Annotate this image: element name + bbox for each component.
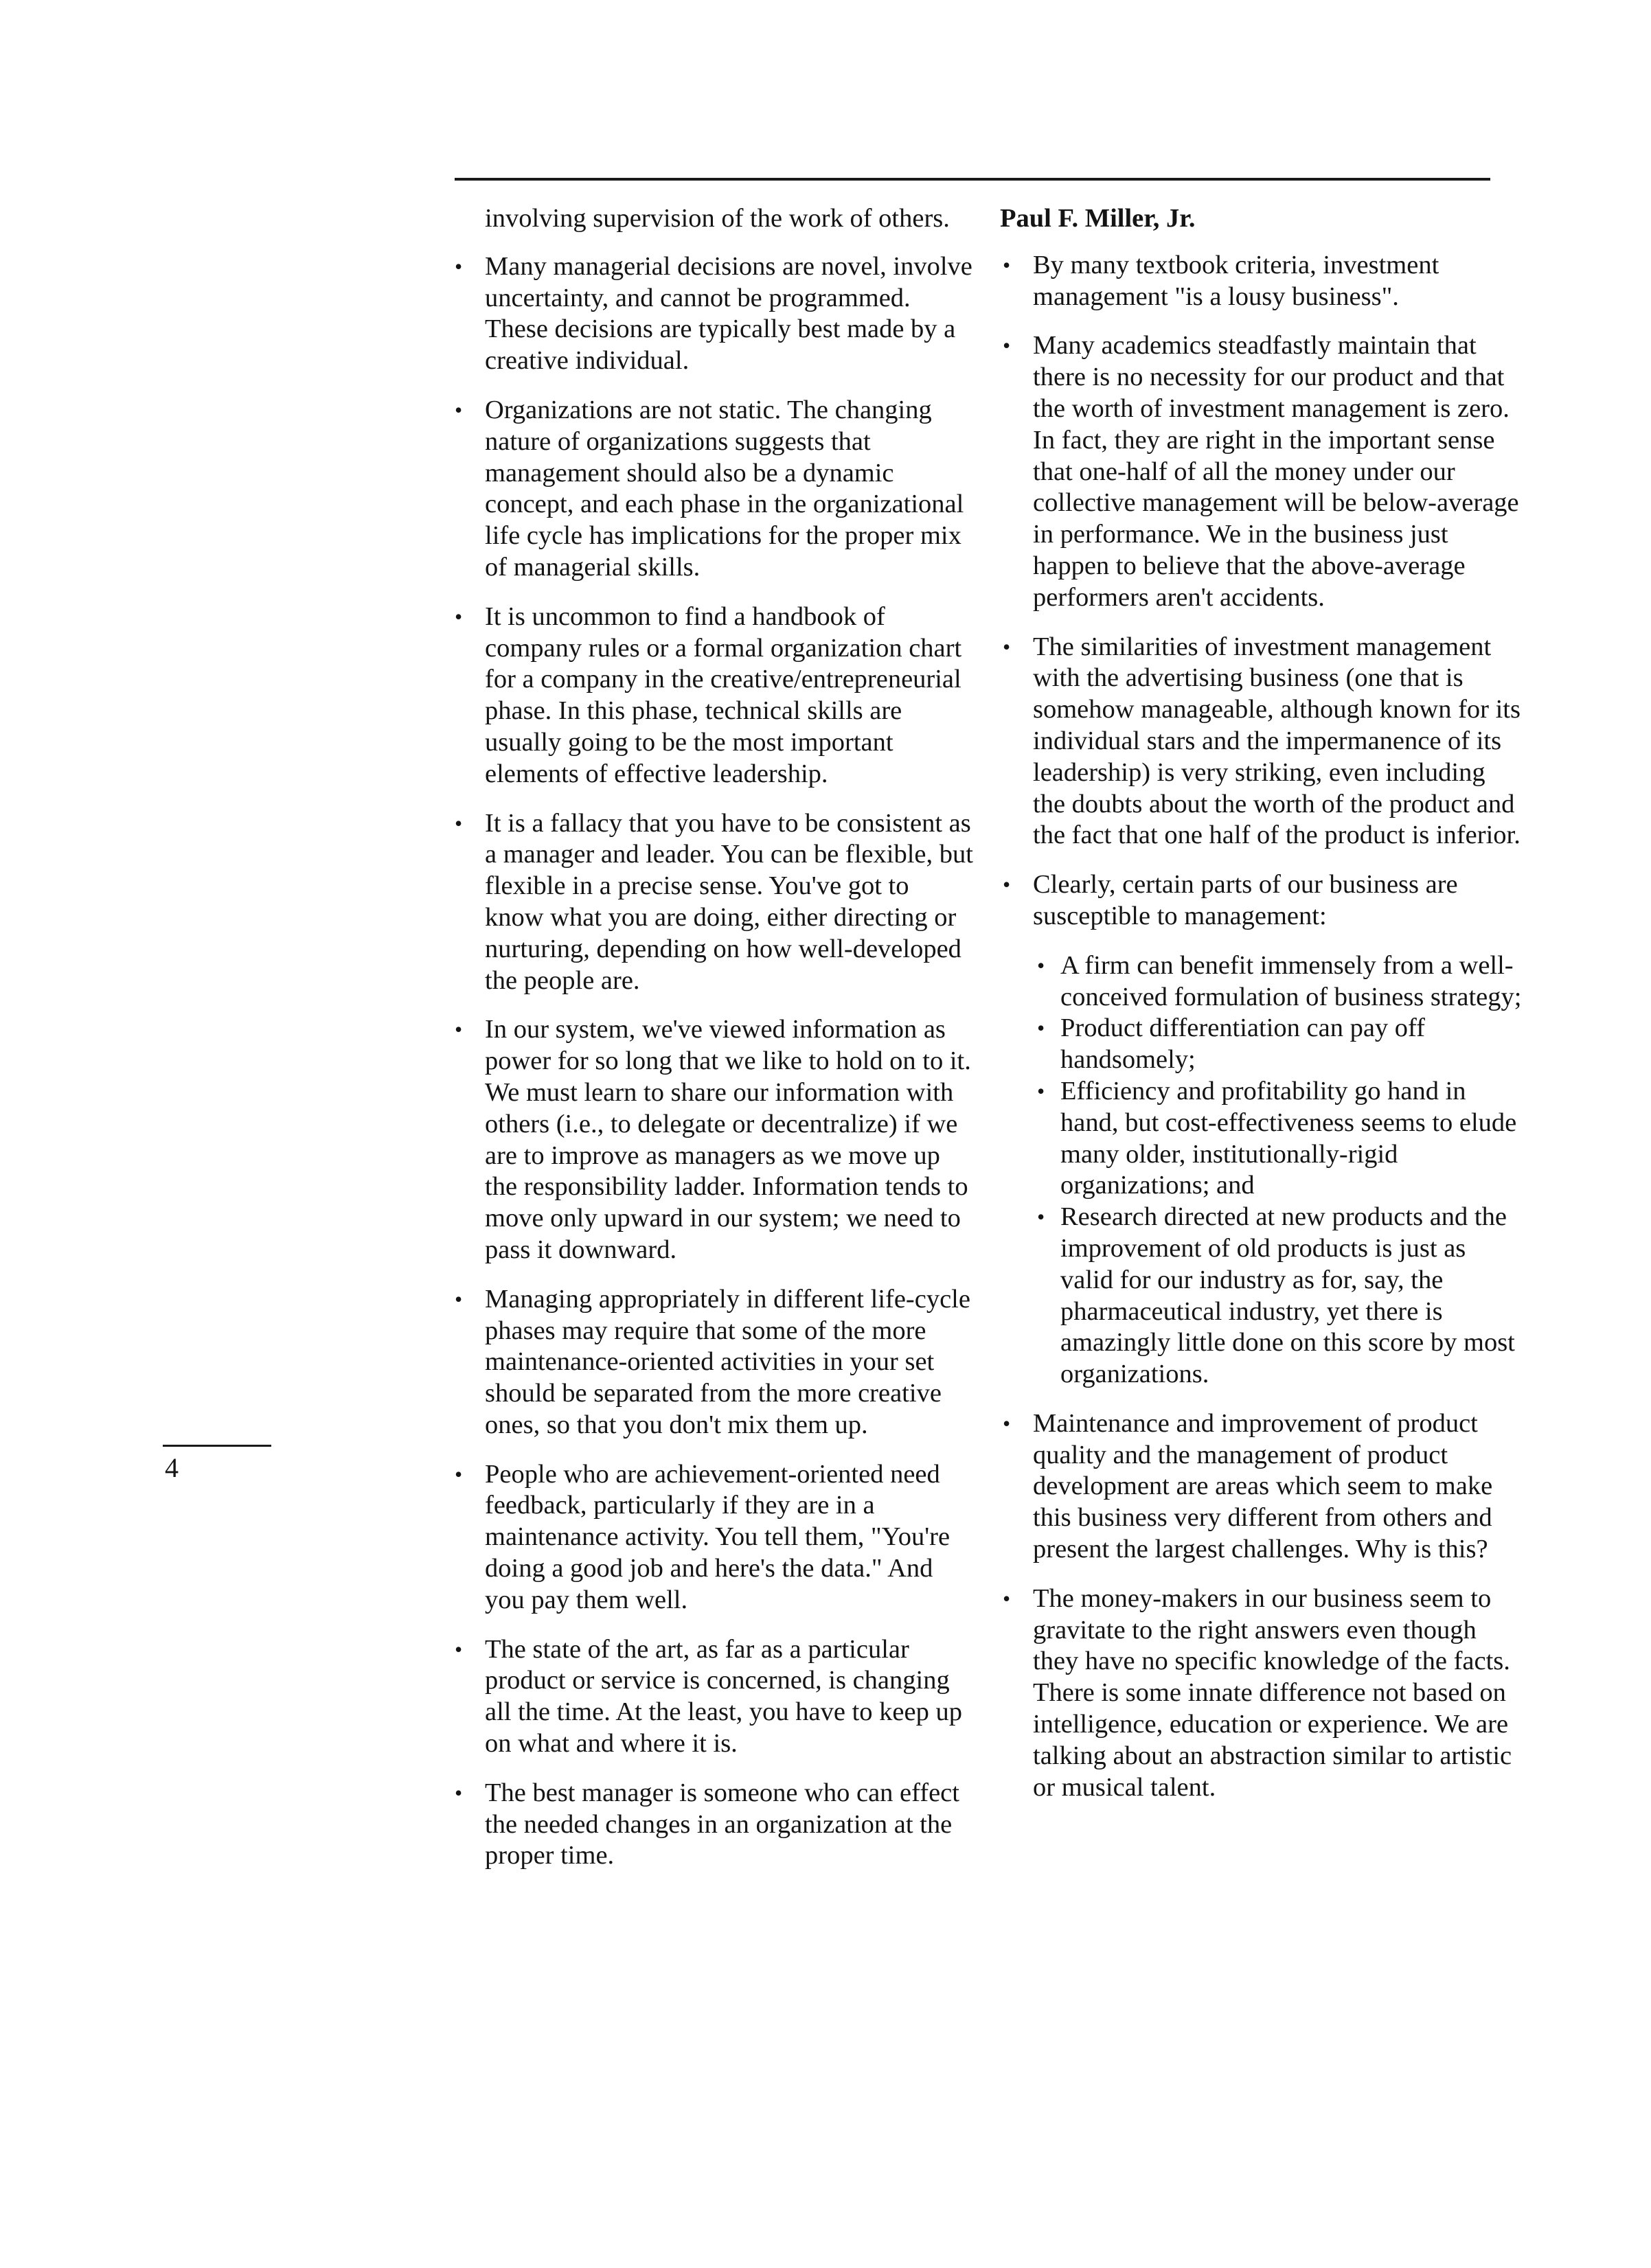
list-item xyxy=(452,1459,974,1616)
list-item xyxy=(1000,1583,1522,1804)
continued-paragraph: involving supervision of the work of others. xyxy=(485,204,950,233)
page-number: 4 xyxy=(165,1452,179,1483)
list-item xyxy=(1000,250,1522,313)
list-item xyxy=(452,1014,974,1265)
bullet-text: • The money-makers in our business seem to gravitate to the right answers even though they have no specific knowledge of the facts. There is some innate difference not based on intelligence, education or experience. We are talking about an abstraction similar to artistic or musical talent. xyxy=(1033,1583,1512,1802)
list-item xyxy=(452,602,974,790)
sub-list-item xyxy=(1033,1013,1522,1076)
top-rule xyxy=(455,178,1490,181)
bullet-text: • The similarities of investment management with the advertising business (one that is somehow manageable, although known for its individual stars and the impermanence of its leadership) is very striking, even including the doubts about the worth of the product and the fact that one half of the product is inferior. xyxy=(1033,632,1521,850)
list-item xyxy=(452,1634,974,1760)
list-item xyxy=(1000,1408,1522,1566)
list-item xyxy=(452,1284,974,1441)
bullet-text: • The best manager is someone who can effect the needed changes in an organization at the proper time. xyxy=(485,1778,959,1870)
right-bullet-list xyxy=(1000,250,1522,1804)
sub-list-item xyxy=(1033,1076,1522,1202)
page-number-rule xyxy=(163,1445,271,1447)
sub-bullet-text: • A firm can benefit immensely from a well-conceived formulation of business strategy; xyxy=(1060,950,1522,1011)
bullet-text: • People who are achievement-oriented need feedback, particularly if they are in a maintenance activity. You tell them, "You're doing a good job and here's the data." And you pay them well. xyxy=(485,1459,950,1614)
list-item xyxy=(452,251,974,377)
right-column xyxy=(1000,203,1522,1821)
sub-bullet-text: • Research directed at new products and the improvement of old products is just as valid for our industry as for, say, the pharmaceutical industry, yet there is amazingly little done on this score by most organizations. xyxy=(1060,1202,1515,1389)
list-item xyxy=(1000,632,1522,852)
list-item xyxy=(452,808,974,997)
bullet-text: • Organizations are not static. The changing nature of organizations suggests that management should also be a dynamic concept, and each phase in the organizational life cycle has implications for the proper mix of managerial skills. xyxy=(485,395,964,582)
list-item xyxy=(452,1778,974,1872)
list-item xyxy=(452,395,974,584)
bullet-text: • Managing appropriately in different life-cycle phases may require that some of the more maintenance-oriented activities in your set should be separated from the more creative ones, so that you don't mix them up. xyxy=(485,1284,970,1439)
bullet-text: • By many textbook criteria, investment management "is a lousy business". xyxy=(1033,250,1439,311)
bullet-text: • Many academics steadfastly maintain that there is no necessity for our product and that the worth of investment management is zero. In fact, they are right in the important sense that one-half of all the money under our collective management will be below-average in performance. We in the business just happen to believe that the above-average performers aren't accidents. xyxy=(1033,331,1519,612)
sub-bullet-text: • Efficiency and profitability go hand in hand, but cost-effectiveness seems to elude many older, institutionally-rigid organizations; and xyxy=(1060,1076,1517,1200)
bullet-text: • Clearly, certain parts of our business are susceptible to management: xyxy=(1033,870,1458,930)
left-column xyxy=(452,203,974,1890)
left-bullet-list xyxy=(452,251,974,1872)
sub-list-item xyxy=(1033,950,1522,1013)
list-item xyxy=(1000,330,1522,613)
list-item xyxy=(1000,869,1522,1390)
bullet-text: • In our system, we've viewed information as power for so long that we like to hold on to it. We must learn to share our information with others (i.e., to delegate or decentralize) if we are to improve as managers as we move up the responsibility ladder. Information tends to move only upward in our system; we need to pass it downward. xyxy=(485,1015,971,1264)
bullet-text: • Many managerial decisions are novel, involve uncertainty, and cannot be programmed. These decisions are typically best made by a creative individual. xyxy=(485,251,972,376)
author-heading: Paul F. Miller, Jr. xyxy=(1000,204,1196,233)
bullet-text: • It is a fallacy that you have to be consistent as a manager and leader. You can be flexible, but flexible in a precise sense. You've got to know what you are doing, either directing or nurturing, depending on how well-developed the people are. xyxy=(485,808,973,995)
sub-list-item xyxy=(1033,1202,1522,1390)
bullet-text: • It is uncommon to find a handbook of company rules or a formal organization chart for a company in the creative/entrepreneurial phase. In this phase, technical skills are usually going to be the most important elements of effective leadership. xyxy=(485,602,962,788)
sub-bullet-list xyxy=(1033,950,1522,1390)
bullet-text: • Maintenance and improvement of product quality and the management of product development are areas which seem to make this business very different from others and present the largest challenges. Why is this? xyxy=(1033,1408,1493,1564)
bullet-text: • The state of the art, as far as a particular product or service is concerned, is changing all the time. At the least, you have to keep up on what and where it is. xyxy=(485,1634,962,1759)
sub-bullet-text: • Product differentiation can pay off handsomely; xyxy=(1060,1013,1425,1075)
